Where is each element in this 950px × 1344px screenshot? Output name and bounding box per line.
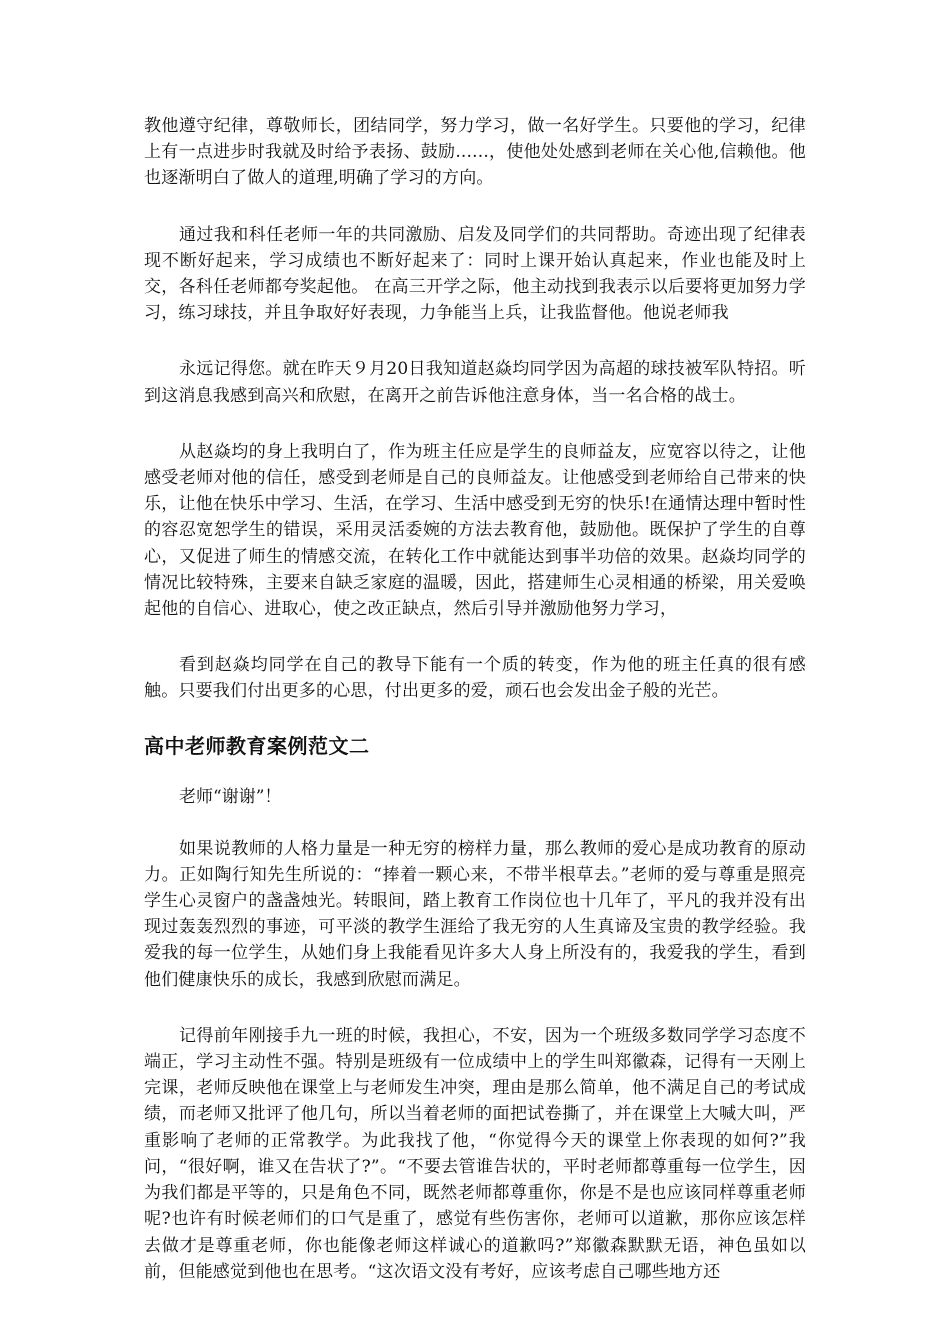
body-paragraph: 通过我和科任老师一年的共同激励、启发及同学们的共同帮助。奇迹出现了纪律表现不断好起来，学习成绩也不断好起来了：同时上课开始认真起来，作业也能及时上交，各科任老师都夸奖起他。 在高三开学之际，他主动找到我表示以后要将更加努力学习，练习球技，并且争取好好表现，力争能当上兵，让我监督他。他说老师我 — [144, 224, 806, 324]
body-paragraph: 看到赵焱均同学在自己的教导下能有一个质的转变，作为他的班主任真的很有感触。只要我们付出更多的心思，付出更多的爱，顽石也会发出金子般的光芒。 — [144, 655, 806, 702]
section-title: 高中老师教育案例范文二 — [144, 733, 370, 758]
document-page — [144, 113, 806, 1315]
body-paragraph: 如果说教师的人格力量是一种无穷的榜样力量，那么教师的爱心是成功教育的原动力。正如陶行知先生所说的：“捧着一颗心来，不带半根草去。”老师的爱与尊重是照亮学生心灵窗户的盏盏烛光。转眼间，踏上教育工作岗位也十几年了，平凡的我并没有出现过轰轰烈烈的事迹，可平淡的教学生涯给了我无穷的人生真谛及宝贵的教学经验。我爱我的每一位学生，从她们身上我能看见许多大人身上所没有的，我爱我的学生，看到他们健康快乐的成长，我感到欣慰而满足。 — [144, 838, 806, 990]
body-paragraph: 教他遵守纪律，尊敬师长，团结同学，努力学习，做一名好学生。只要他的学习，纪律上有一点进步时我就及时给予表扬、鼓励......，使他处处感到老师在关心他,信赖他。他也逐渐明白了做人的道理,明确了学习的方向。 — [144, 116, 806, 189]
body-paragraph: 记得前年刚接手九一班的时候，我担心，不安，因为一个班级多数同学学习态度不端正，学习主动性不强。特别是班级有一位成绩中上的学生叫郑徽森，记得有一天刚上完课，老师反映他在课堂上与老师发生冲突，理由是那么简单，他不满足自己的考试成绩，而老师又批评了他几句，所以当着老师的面把试卷撕了，并在课堂上大喊大叫，严重影响了老师的正常教学。为此我找了他，“你觉得今天的课堂上你表现的如何?”我问，“很好啊，谁又在告状了?”。“不要去管谁告状的，平时老师都尊重每一位学生，因为我们都是平等的，只是角色不同，既然老师都尊重你，你是不是也应该同样尊重老师呢?也许有时候老师们的口气是重了，感觉有些伤害你，老师可以道歉，那你应该怎样去做才是尊重老师，你也能像老师这样诚心的道歉吗?”郑徽森默默无语，神色虽如以前，但能感觉到他也在思考。“这次语文没有考好，应该考虑自己哪些地方还 — [144, 1025, 806, 1282]
article-subtitle: 老师“谢谢”！ — [179, 786, 282, 807]
body-paragraph: 永远记得您。就在昨天９月20日我知道赵焱均同学因为高超的球技被军队特招。听到这消息我感到高兴和欣慰，在离开之前告诉他注意身体，当一名合格的战士。 — [144, 359, 806, 406]
body-paragraph: 从赵焱均的身上我明白了，作为班主任应是学生的良师益友，应宽容以待之，让他感受老师对他的信任，感受到老师是自己的良师益友。让他感受到老师给自己带来的快乐，让他在快乐中学习、生活，在学习、生活中感受到无穷的快乐!在通情达理中暂时性的容忍宽恕学生的错误，采用灵活委婉的方法去教育他，鼓励他。既保护了学生的自尊心，又促进了师生的情感交流，在转化工作中就能达到事半功倍的效果。赵焱均同学的情况比较特殊，主要来自缺乏家庭的温暖，因此，搭建师生心灵相通的桥梁，用关爱唤起他的自信心、进取心，使之改正缺点，然后引导并激励他努力学习， — [144, 441, 806, 620]
